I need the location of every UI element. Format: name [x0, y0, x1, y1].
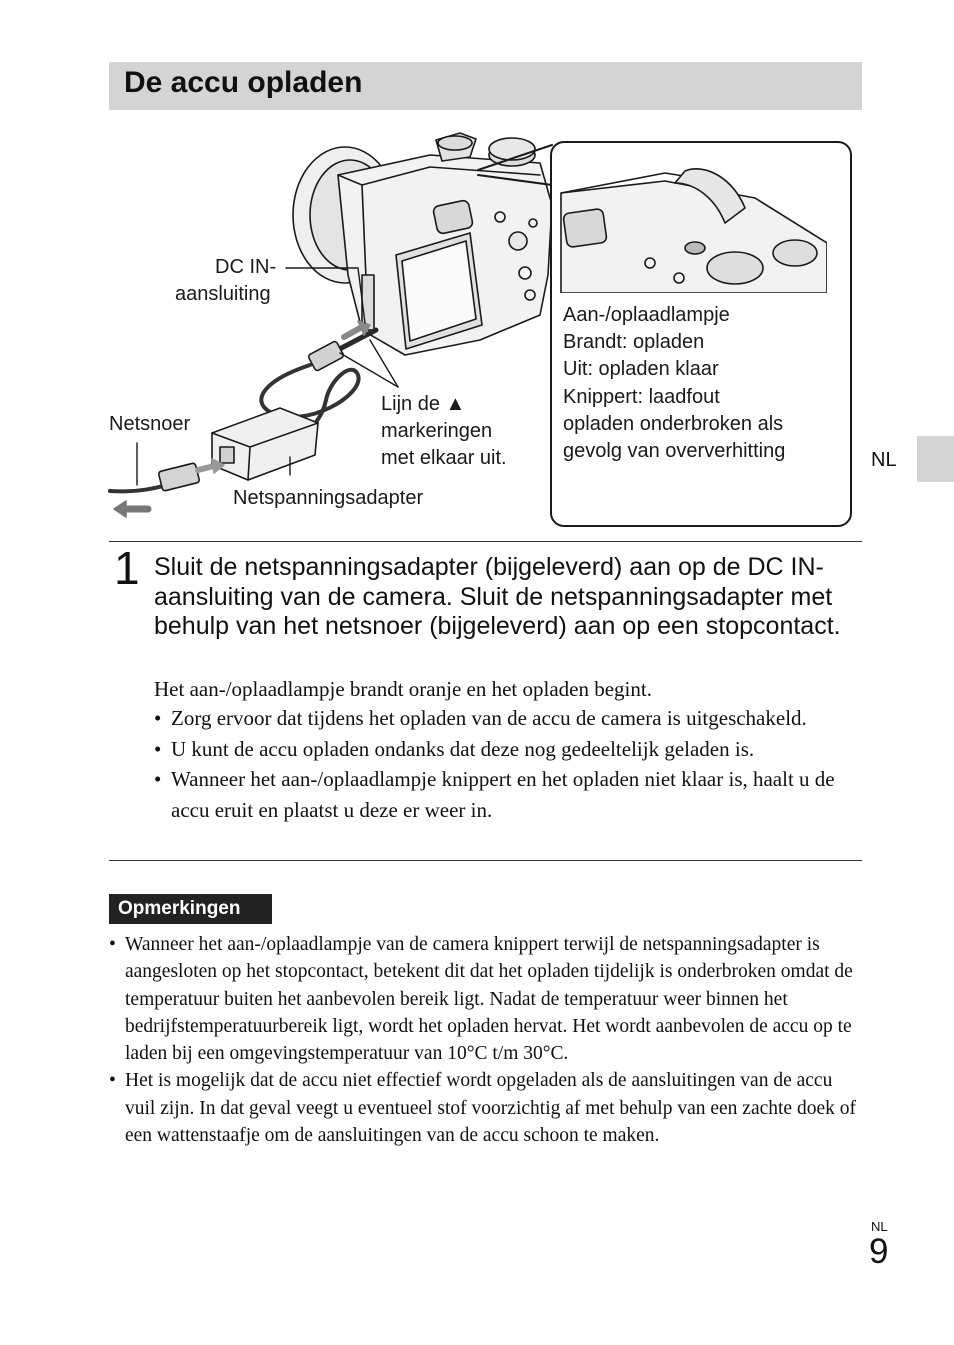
callout-align-1: Lijn de ▲ — [381, 393, 466, 415]
step-top-rule — [109, 541, 862, 542]
page-title: De accu opladen — [124, 66, 363, 99]
inset-lamp-title: Aan-/oplaadlampje — [563, 304, 730, 326]
callout-dc-in-2: aansluiting — [175, 283, 271, 305]
step-result: Het aan-/oplaadlampje brandt oranje en het opladen begint. — [154, 677, 652, 701]
side-language-tab — [917, 436, 954, 482]
charge-lamp-inset — [550, 141, 852, 527]
step-bullet-list — [154, 703, 859, 825]
list-item: • Het is mogelijk dat de accu niet effectief wordt opgeladen als de aansluitingen van de accu vuil zijn. In dat geval veegt u eventueel stof voorzichtig af met behulp van een zachte doek of een wattenstaafje om de aansluitingen van de accu schoon te maken. — [109, 1067, 861, 1149]
list-item: • Wanneer het aan-/oplaadlampje van de camera knippert terwijl de netspanningsadapter is aangesloten op het stopcontact, betekent dit dat het opladen tijdelijk is onderbroken omdat de temperatuur buiten het aanbevolen bereik ligt. Nadat de temperatuur weer binnen het bedrijfstemperatuurbereik ligt, wordt het opladen hervat. Het wordt aanbevolen de accu op te laden bij een omgevingstemperatuur van 10°C t/m 30°C. — [109, 931, 861, 1067]
page-language: NL — [871, 1219, 888, 1234]
list-item: • Wanneer het aan-/oplaadlampje knippert en het opladen niet klaar is, haalt u de accu eruit en plaatst u deze er weer in. — [154, 764, 859, 825]
list-item: • U kunt de accu opladen ondanks dat deze nog gedeeltelijk geladen is. — [154, 734, 859, 765]
inset-lamp-off: Uit: opladen klaar — [563, 358, 719, 380]
step-bottom-rule — [109, 860, 862, 861]
power-adapter — [212, 408, 318, 480]
notes-list — [109, 931, 861, 1149]
callout-netsnoer: Netsnoer — [109, 413, 191, 435]
notes-label: Opmerkingen — [109, 894, 272, 924]
step-heading: Sluit de netspanningsadapter (bijgeleverd) aan op de DC IN-aansluiting van de camera. Sluit de netspanningsadapter met behulp van het netsnoer (bijgeleverd) aan op een stopcontact. — [154, 553, 841, 640]
page-number: 9 — [869, 1232, 889, 1271]
inset-lamp-blink-2: opladen onderbroken als — [563, 413, 784, 435]
callout-dc-in-1: DC IN- — [215, 256, 277, 278]
side-language-label: NL — [871, 449, 897, 471]
charge-lamp-closeup — [555, 153, 827, 293]
callout-align-3: met elkaar uit. — [381, 447, 507, 469]
step-number: 1 — [114, 542, 140, 594]
callout-align-2: markeringen — [381, 420, 493, 442]
list-item: • Zorg ervoor dat tijdens het opladen van de accu de camera is uitgeschakeld. — [154, 703, 859, 734]
inset-lamp-blink: Knippert: laadfout — [563, 386, 720, 408]
inset-lamp-on: Brandt: opladen — [563, 331, 705, 353]
inset-lamp-blink-3: gevolg van oververhitting — [563, 440, 786, 462]
callout-adapter: Netspanningsadapter — [233, 487, 424, 509]
